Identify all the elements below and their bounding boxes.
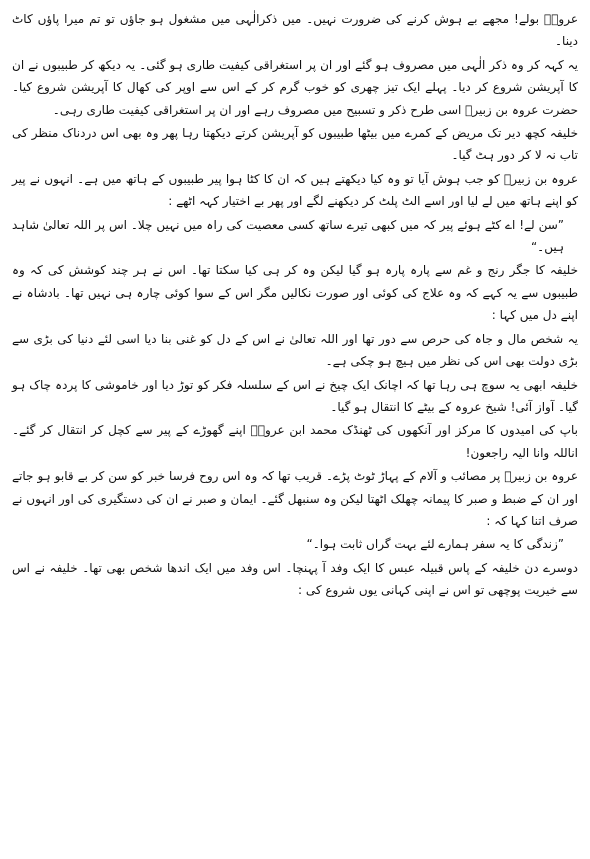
paragraph-2: یہ کہہ کر وہ ذکر الٰہی میں مصروف ہو گئے اور ان پر استغراقی کیفیت طاری ہو گئی۔ یہ دیکھ کر طبیبوں نے ان کا آپریشن شروع کر دیا۔ پہلے ایک تیز چھری کو خوب گرم کر کے اس سے اوپر کی کھال کا آپریشن شروع کیا۔ حضرت عروہ بن زبیرؓ اسی طرح ذکر و تسبیح میں مصروف رہے اور ان پر استغراقی کیفیت طاری رہی۔	[12, 57, 578, 117]
paragraph-9: باپ کی امیدوں کا مرکز اور آنکھوں کی ٹھنڈک محمد ابن عروہؓ اپنے گھوڑے کے پیر سے کچل کر انتقال کر گئے۔ اناللہ وانا الیہ راجعون!	[12, 423, 578, 460]
paragraph-4: عروہ بن زبیرؓ کو جب ہوش آیا تو وہ کیا دیکھتے ہیں کہ ان کا کٹا ہوا پیر طبیبوں کے ہاتھ میں ہے۔ انہوں نے پیر کو اپنے ہاتھ میں لے لیا اور اسے الٹ پلٹ کر دیکھنے لگے اور پھر بے اختیار کہہ اٹھے :	[12, 171, 578, 209]
paragraph-6: خلیفہ کا جگر رنج و غم سے پارہ پارہ ہو گیا لیکن وہ کر ہی کیا سکتا تھا۔ اس نے ہر چند کوشش کی کہ وہ طبیبوں سے یہ کہے کہ وہ علاج کی کوئی اور صورت نکالیں مگر اس کے سوا کوئی چارہ ہی نہیں تھا۔ بادشاہ نے اپنے دل میں کہا :	[12, 263, 579, 323]
paragraph-7: یہ شخص مال و جاہ کی حرص سے دور تھا اور اللہ تعالیٰ نے اس کے دل کو غنی بنا دیا اسی لئے دنیا کی بڑی سے بڑی دولت بھی اس کی نظر میں ہیچ ہو چکی ہے۔	[12, 331, 578, 369]
paragraph-8: خلیفہ ابھی یہ سوچ ہی رہا تھا کہ اچانک ایک چیخ نے اس کے سلسلہ فکر کو توڑ دیا اور خاموشی کا پردہ چاک ہو گیا۔ آواز آئی! شیخ عروہ کے بیٹے کا انتقال ہو گیا۔	[12, 377, 578, 414]
paragraph-3: خلیفہ کچھ دیر تک مریض کے کمرے میں بیٹھا طبیبوں کو آپریشن کرتے دیکھتا رہا پھر وہ بھی اس دردناک منظر کی تاب نہ لا کر دور ہٹ گیا۔	[12, 126, 578, 163]
paragraph-12: دوسرے دن خلیفہ کے پاس قبیلہ عبس کا ایک وفد آ پہنچا۔ اس وفد میں ایک اندھا شخص بھی تھا۔ خلیفہ نے اس سے خیریت پوچھی تو اس نے اپنی کہانی یوں شروع کی :	[12, 560, 578, 598]
paragraph-10: عروہ بن زبیرؓ پر مصائب و آلام کے پہاڑ ٹوٹ پڑے۔ قریب تھا کہ وہ اس روح فرسا خبر کو سن کر بے قابو ہو جاتے اور ان کے ضبط و صبر کا پیمانہ چھلک اٹھتا لیکن وہ سنبھل گئے۔ ایمان و صبر نے ان کی دستگیری کی اور انہوں نے صرف اتنا کہا کہ :	[12, 469, 578, 528]
quote-journey: ”زندگی کا یہ سفر ہمارے لئے بہت گراں ثابت ہوا۔“	[306, 537, 564, 552]
quote-cut-foot: ”سن لے! اے کٹے ہوئے پیر کہ میں کبھی تیرے ساتھ کسی معصیت کی راہ میں نہیں چلا۔ اس پر اللہ تعالیٰ شاہد ہیں۔“	[12, 217, 564, 255]
paragraph-1: عروہؓ بولے! مجھے بے ہوش کرنے کی ضرورت نہیں۔ میں ذکرالٰہی میں مشغول ہو جاؤں تو تم میرا پاؤں کاٹ دینا۔	[12, 12, 578, 49]
